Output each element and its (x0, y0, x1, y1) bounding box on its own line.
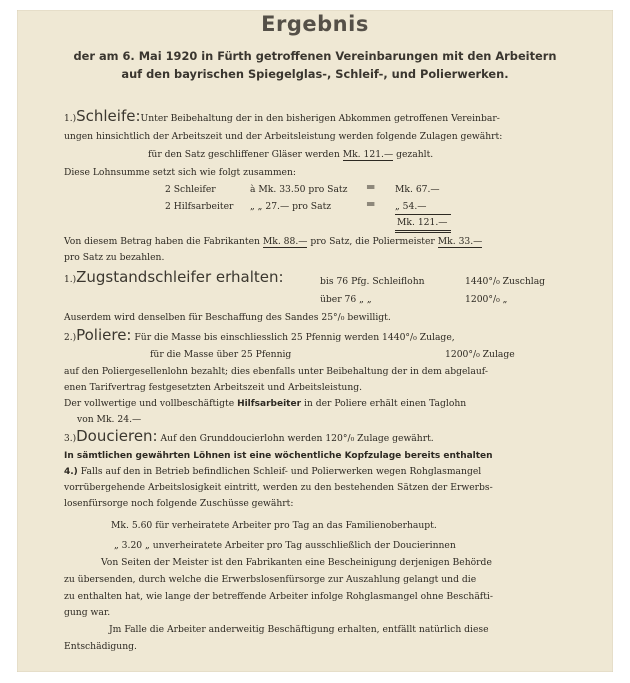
body-text: Von diesem Betrag haben die Fabrikanten (64, 236, 260, 247)
body-text: Falls auf den in Betrieb befindlichen Schleif- und Polierwerken wegen Rohglasmangel (80, 466, 482, 477)
body-text-line: vorrübergehende Arbeitslosigkeit eintritt, werden zu den bestehenden Sätzen der Erwerbs- (64, 482, 493, 493)
bold-notice-line: In sämtlichen gewährten Löhnen ist eine wöchentliche Kopfzulage bereits enthalten (64, 451, 493, 461)
amount-underlined: Mk. 33.— (437, 236, 483, 247)
calc-rate: „ „ 27.— pro Satz (250, 201, 332, 212)
body-text-line: von Mk. 24.— (77, 414, 142, 425)
body-text-line (64, 466, 481, 478)
body-text-line: zu übersenden, durch welche die Erwerbslosenfürsorge zur Auszahlung gelangt und die (64, 574, 477, 585)
body-text-line: Entschädigung. (64, 641, 137, 652)
rate-condition: über 76 „ „ (320, 294, 372, 305)
body-text: Auf den Grunddoucierlohn werden 120°/₀ Zulage gewährt. (160, 433, 434, 444)
body-text: Der vollwertige und vollbeschäftigte (64, 398, 235, 409)
section-number: 3.) (64, 434, 77, 444)
total-double-rule-bottom (395, 232, 451, 233)
section-doucieren-heading-line (64, 427, 434, 445)
section-number: 2.) (64, 333, 77, 343)
calc-label: 2 Schleifer (165, 184, 216, 195)
calc-amount: Mk. 67.— (395, 184, 440, 195)
body-text-line: „ 3.20 „ unverheiratete Arbeiter pro Tag ausschließlich der Doucierinnen (114, 540, 456, 551)
body-text-line: losenfürsorge noch folgende Zuschüsse gewährt: (64, 498, 294, 509)
body-text: Für die Masse bis einschliesslich 25 Pfennig werden 1440°/₀ Zulage, (134, 332, 455, 343)
amount-underlined: Mk. 121.— (342, 149, 394, 160)
body-text: für den Satz geschliffener Gläser werden (148, 149, 340, 160)
section-heading: Poliere: (76, 326, 132, 344)
body-text-line: Auserdem wird denselben für Beschaffung des Sandes 25°/₀ bewilligt. (64, 312, 391, 323)
rate-value: 1200°/₀ Zulage (445, 349, 515, 360)
body-text-line: Diese Lohnsumme setzt sich wie folgt zusammen: (64, 167, 296, 178)
body-text: Unter Beibehaltung der in den bisherigen Abkommen getroffenen Vereinbar- (140, 113, 500, 124)
section-heading: Schleife: (76, 107, 141, 125)
calc-label: 2 Hilfsarbeiter (165, 201, 234, 212)
section-number: 4.) (64, 467, 78, 477)
body-text-line: für die Masse über 25 Pfennig (150, 349, 292, 360)
equals-sign: ═ (367, 197, 375, 211)
body-text-line (148, 149, 433, 161)
body-text: in der Poliere erhält einen Taglohn (303, 398, 467, 409)
subtitle-line-1: der am 6. Mai 1920 in Fürth getroffenen Vereinbarungen mit den Arbeitern (73, 49, 557, 63)
body-text-line (64, 398, 466, 410)
body-text-line: ungen hinsichtlich der Arbeitszeit und der Arbeitsleistung werden folgende Zulagen gewährt: (64, 131, 503, 142)
section-heading: Zugstandschleifer erhalten: (76, 268, 284, 286)
bold-term: Hilfsarbeiter (237, 399, 302, 409)
amount-underlined: Mk. 88.— (262, 236, 308, 247)
document-title: Ergebnis (261, 12, 369, 36)
body-text-line: Jm Falle die Arbeiter anderweitig Beschäftigung erhalten, entfällt natürlich diese (109, 624, 489, 635)
body-text-line: enen Tarifvertrag festgesetzten Arbeitszeit und Arbeitsleistung. (64, 382, 363, 393)
body-text: pro Satz, die Poliermeister (310, 236, 435, 247)
section-poliere-heading-line (64, 326, 455, 344)
subtitle-line-2: auf den bayrischen Spiegelglas-, Schleif-, und Polierwerken. (121, 67, 509, 81)
equals-sign: ═ (367, 180, 375, 194)
body-text-line: zu enthalten hat, wie lange der betreffende Arbeiter infolge Rohglasmangel ohne Beschäfti- (64, 591, 493, 602)
body-text-line (64, 236, 482, 248)
section-number: 1.) (64, 114, 77, 124)
section-number: 1.) (64, 275, 77, 285)
body-text-line: gung war. (64, 607, 111, 618)
section-zugstand-heading-line (64, 268, 284, 286)
calc-total: Mk. 121.— (397, 217, 448, 228)
body-text-line: auf den Poliergesellenlohn bezahlt; dies ebenfalls unter Beibehaltung der in dem abgelauf- (64, 366, 488, 377)
section-schleife-heading-line (64, 107, 500, 125)
body-text-line: Mk. 5.60 für verheiratete Arbeiter pro Tag an das Familienoberhaupt. (111, 520, 437, 531)
sum-rule (395, 214, 451, 215)
body-text: gezahlt. (396, 149, 434, 160)
calc-rate: à Mk. 33.50 pro Satz (250, 184, 348, 195)
section-heading: Doucieren: (76, 427, 158, 445)
body-text-line: pro Satz zu bezahlen. (64, 252, 165, 263)
body-text-line: Von Seiten der Meister ist den Fabrikanten eine Bescheinigung derjenigen Behörde (101, 557, 492, 568)
total-double-rule-top (395, 230, 451, 231)
document-page (17, 10, 613, 672)
rate-condition: bis 76 Pfg. Schleiflohn (320, 276, 425, 287)
calc-amount: „ 54.— (395, 201, 427, 212)
rate-value: 1440°/₀ Zuschlag (465, 276, 546, 287)
rate-value: 1200°/₀ „ (465, 294, 508, 305)
